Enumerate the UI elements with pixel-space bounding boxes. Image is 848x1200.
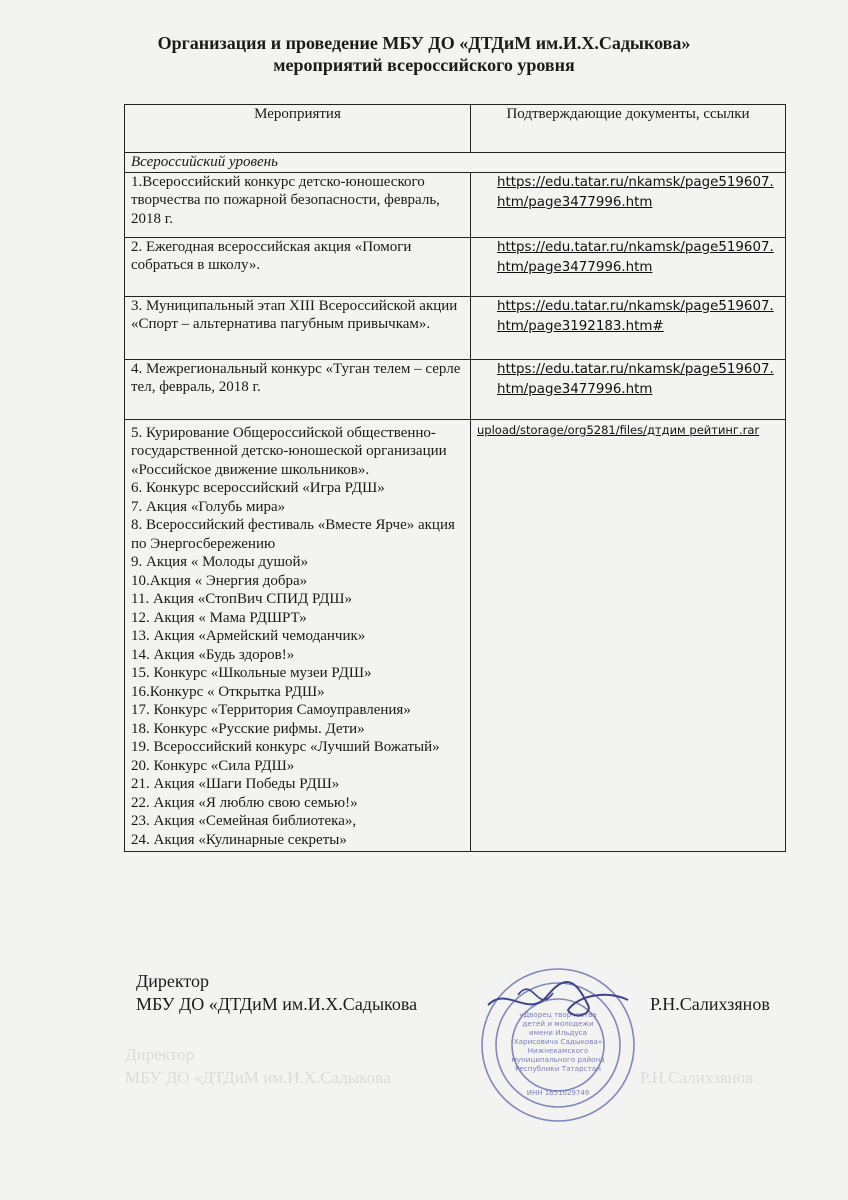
event-cell: 4. Межрегиональный конкурс «Туган телем – серле тел, февраль, 2018 г. [125,359,471,419]
list-item: 14. Акция «Будь здоров!» [131,646,295,663]
director-organization: МБУ ДО «ДТДиМ им.И.Х.Садыкова [136,994,418,1014]
bleed-through-text: МБУ ДО «ДТДиМ им.И.Х.Садыкова [125,1068,391,1087]
list-item: 23. Акция «Семейная библиотека», [131,813,357,829]
list-item: 6. Конкурс всероссийский «Игра РДШ» [131,480,385,496]
list-item: 16.Конкурс « Открытка РДШ» [131,683,325,700]
list-item: 9. Акция « Молоды душой» [131,554,309,570]
event-cell: 1.Всероссийский конкурс детско-юношеского творчества по пожарной безопасности, февраль, 2018 г. [125,172,471,237]
link-cell [471,419,786,852]
column-header-documents: Подтверждающие документы, ссылки [471,105,786,153]
table-row [125,359,786,419]
signatory-name: Р.Н.Салихзянов [650,994,770,1014]
link-cell [471,237,786,296]
link-cell [471,296,786,359]
list-item: 20. Конкурс «Сила РДШ» [131,757,295,774]
stamp-text-line: детей и молодежи [522,1019,594,1028]
link-cell [471,172,786,237]
document-title-line-1: Организация и проведение МБУ ДО «ДТДиМ им.И.Х.Садыкова» [157,33,691,53]
stamp-text-line: Республики Татарстан [515,1064,601,1073]
list-item: 7. Акция «Голубь мира» [131,498,286,515]
table-row [125,237,786,296]
column-header-events: Мероприятия [125,105,471,153]
list-item: 5. Курирование Общероссийской общественно-государственной детско-юношеской организации «Российское движение школьников». [131,424,447,478]
table-row [125,172,786,237]
official-stamp [478,965,638,1125]
stamp-text-line: муниципального района [511,1055,605,1064]
stamp-text-line: «Дворец творчества [519,1010,597,1019]
section-title: Всероссийский уровень [125,153,786,173]
archive-link[interactable]: upload/storage/org5281/files/дтдим рейтинг.rar [477,422,760,437]
director-label: Директор [136,971,210,991]
list-item: 15. Конкурс «Школьные музеи РДШ» [131,665,372,681]
link-cell [471,359,786,419]
table-row [125,296,786,359]
document-link[interactable]: https://edu.tatar.ru/nkamsk/page519607.htm/page3477996.htm [497,174,774,210]
section-row [125,153,786,173]
stamp-text-line: Нижнекамского [527,1046,589,1055]
stamp-text-line: Харисовича Садыкова» [513,1037,603,1046]
document-link[interactable]: https://edu.tatar.ru/nkamsk/page519607.htm/page3477996.htm [497,361,774,397]
bleed-through-text: Р.Н.Салихзянов [640,1068,754,1087]
list-item: 24. Акция «Кулинарные секреты» [131,831,347,848]
table-row [125,419,786,852]
stamp-inn: ИНН 1651029749 [526,1089,590,1097]
list-item: 12. Акция « Мама РДШРТ» [131,609,307,626]
event-cell: 3. Муниципальный этап XIII Всероссийской акции «Спорт – альтернатива пагубным привычкам». [125,296,471,359]
list-item: 17. Конкурс «Территория Самоуправления» [131,702,411,718]
list-item: 10.Акция « Энергия добра» [131,572,308,589]
list-item: 22. Акция «Я люблю свою семью!» [131,794,358,811]
event-cell: 2. Ежегодная всероссийская акция «Помоги собраться в школу». [125,237,471,296]
table-header-row [125,105,786,153]
list-item: 13. Акция «Армейский чемоданчик» [131,628,366,644]
events-table [124,104,786,852]
list-item: 8. Всероссийский фестиваль «Вместе Ярче» акция по Энергосбережению [131,517,455,552]
stamp-text-line: имени Ильдуса [529,1028,587,1037]
list-item: 18. Конкурс «Русские рифмы. Дети» [131,720,365,737]
event-list-cell [125,419,471,852]
document-link[interactable]: https://edu.tatar.ru/nkamsk/page519607.htm/page3477996.htm [497,239,774,275]
list-item: 11. Акция «СтопВич СПИД РДШ» [131,591,353,607]
document-link[interactable]: https://edu.tatar.ru/nkamsk/page519607.htm/page3192183.htm# [497,298,774,334]
bleed-through-text: Директор [125,1045,194,1064]
list-item: 19. Всероссийский конкурс «Лучший Вожатый» [131,739,440,755]
list-item: 21. Акция «Шаги Победы РДШ» [131,776,340,792]
document-title-line-2: мероприятий всероссийского уровня [273,55,575,75]
